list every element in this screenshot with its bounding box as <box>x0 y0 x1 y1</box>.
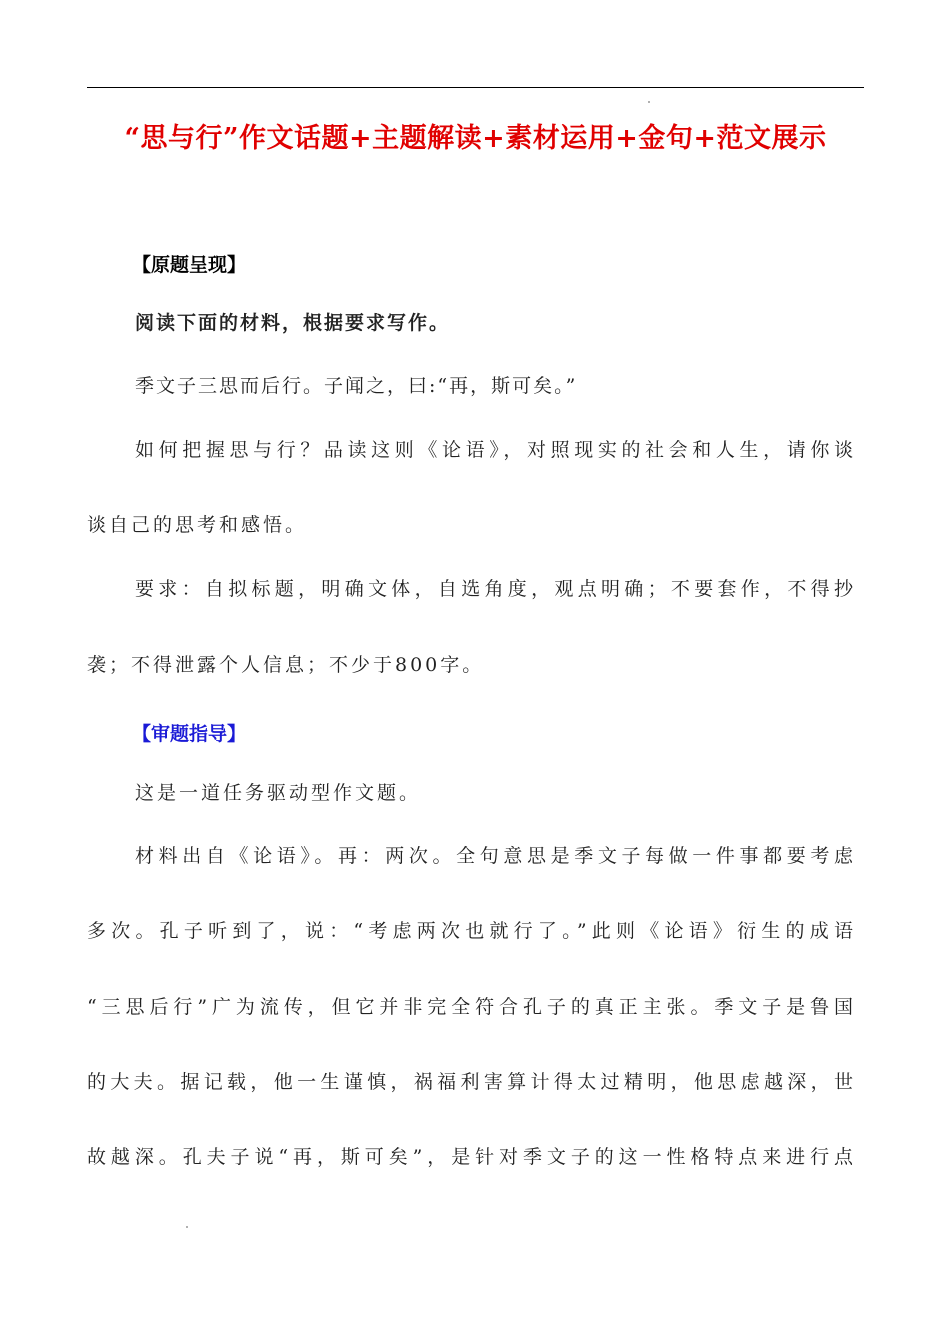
guide-para-line-3: “三思后行”广为流传，但它并非完全符合孔子的真正主张。季文子是鲁国 <box>87 996 853 1018</box>
quote-text: 季文子三思而后行。子闻之，曰:“再，斯可矣。” <box>135 375 578 397</box>
guide-intro-text: 这是一道任务驱动型作文题。 <box>135 782 422 804</box>
instruction-text: 阅读下面的材料，根据要求写作。 <box>135 312 451 334</box>
guide-para-line-5: 故越深。孔夫子说“再，斯可矣”，是针对季文子的这一性格特点来进行点 <box>87 1146 853 1168</box>
guide-para-line-1: 材料出自《论语》。再：两次。全句意思是季文子每做一件事都要考虑 <box>135 845 853 867</box>
header-rule <box>87 87 864 88</box>
document-title: “思与行”作文话题+主题解读+素材运用+金句+范文展示 <box>124 123 827 154</box>
guide-para-line-4: 的大夫。据记载，他一生谨慎，祸福利害算计得太过精明，他思虑越深，世 <box>87 1071 853 1093</box>
requirements-line-2: 袭；不得泄露个人信息；不少于800字。 <box>87 654 485 676</box>
guide-para-line-2: 多次。孔子听到了，说：“考虑两次也就行了。”此则《论语》衍生的成语 <box>87 920 853 942</box>
prompt-line-1: 如何把握思与行？品读这则《论语》，对照现实的社会和人生，请你谈 <box>135 439 853 461</box>
requirements-line-1: 要求：自拟标题，明确文体，自选角度，观点明确；不要套作，不得抄 <box>135 578 853 600</box>
speck-bottom <box>186 1226 188 1228</box>
section-heading-original: 【原题呈现】 <box>132 254 247 276</box>
speck-top <box>648 101 650 103</box>
section-heading-guide: 【审题指导】 <box>132 723 247 745</box>
prompt-line-2: 谈自己的思考和感悟。 <box>87 514 308 536</box>
